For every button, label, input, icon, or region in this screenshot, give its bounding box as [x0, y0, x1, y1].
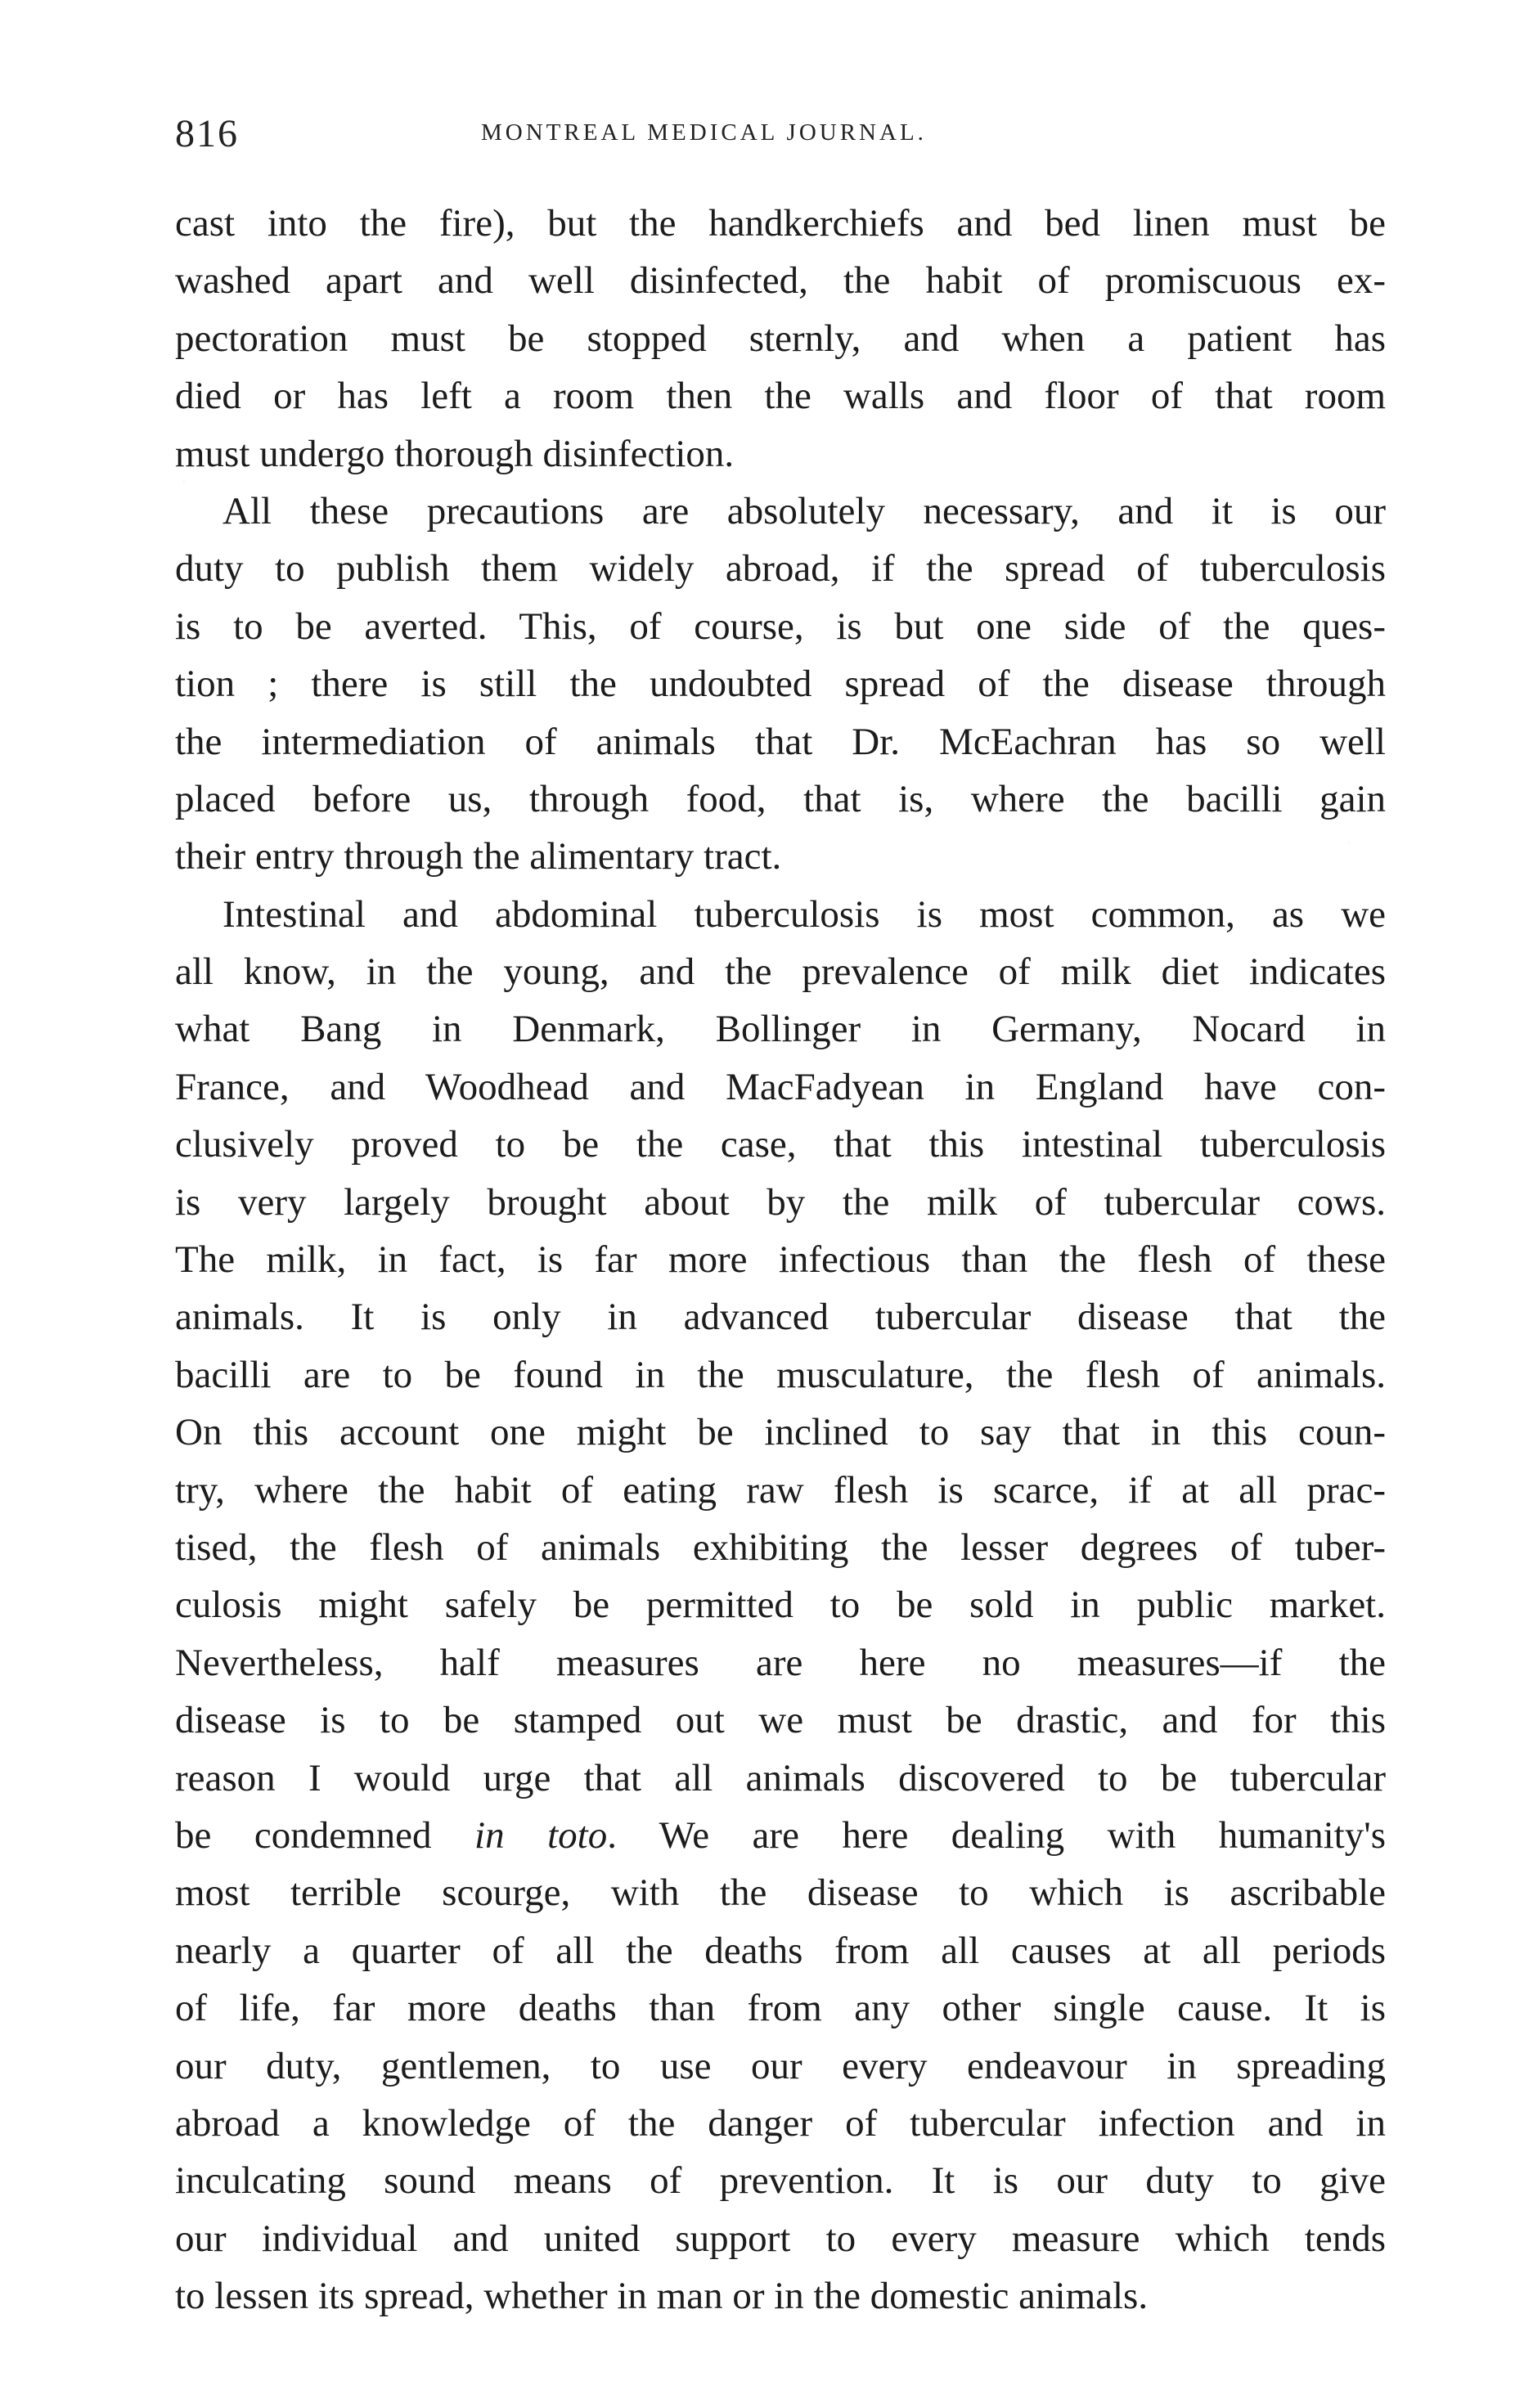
text-line: of life, far more deaths than from any other single cause. It is: [175, 1987, 1386, 2030]
text-line: culosis might safely be permitted to be sold in public market.: [175, 1584, 1386, 1627]
text-line: tion ; there is still the undoubted spread of the disease through: [175, 663, 1386, 706]
text-line: the intermediation of animals that Dr. McEachran has so well: [175, 720, 1386, 763]
text-line: reason I would urge that all animals discovered to be tubercular: [175, 1756, 1386, 1799]
running-head: [175, 111, 1386, 160]
text-line: died or has left a room then the walls and floor of that room: [175, 375, 1386, 418]
text-line: placed before us, through food, that is, where the bacilli gain: [175, 777, 1386, 820]
text-line: cast into the fire), but the handkerchiefs and bed linen must be: [175, 202, 1386, 245]
text-line: all know, in the young, and the prevalence of milk diet indicates: [175, 950, 1386, 994]
text-line: clusively proved to be the case, that this intestinal tuberculosis: [175, 1123, 1386, 1166]
text-line: Nevertheless, half measures are here no measures—if the: [175, 1641, 1386, 1684]
text-line: our duty, gentlemen, to use our every endeavour in spreading: [175, 2044, 1386, 2087]
text-line: bacilli are to be found in the musculature, the flesh of animals.: [175, 1353, 1386, 1396]
text-line: is to be averted. This, of course, is but one side of the ques-: [175, 604, 1386, 648]
text-line: washed apart and well disinfected, the habit of promiscuous ex-: [175, 259, 1386, 303]
text-line: to lessen its spread, whether in man or in the domestic animals.: [175, 2275, 1149, 2318]
text-line: abroad a knowledge of the danger of tubercular infection and in: [175, 2101, 1386, 2145]
text-line: most terrible scourge, with the disease to which is ascribable: [175, 1871, 1386, 1915]
text-line: France, and Woodhead and MacFadyean in England have con-: [175, 1065, 1386, 1108]
paragraph-start-line: Intestinal and abdominal tuberculosis is most common, as we: [223, 892, 1386, 936]
text-line: their entry through the alimentary tract.: [175, 835, 782, 878]
text-line: is very largely brought about by the milk of tubercular cows.: [175, 1180, 1386, 1224]
text-line: try, where the habit of eating raw flesh is scarce, if at all prac-: [175, 1468, 1386, 1512]
text-line: duty to publish them widely abroad, if the spread of tuberculosis: [175, 547, 1386, 591]
paragraph-start-line: All these precautions are absolutely necessary, and it is our: [223, 489, 1386, 532]
article-body: [175, 195, 1386, 2325]
text-line: must undergo thorough disinfection.: [175, 432, 735, 475]
text-line: animals. It is only in advanced tubercular disease that the: [175, 1296, 1386, 1339]
text-line: On this account one might be inclined to say that in this coun-: [175, 1411, 1386, 1454]
text-line: inculcating sound means of prevention. It is our duty to give: [175, 2159, 1386, 2203]
text-line: pectoration must be stopped sternly, and when a patient has: [175, 317, 1386, 360]
text-line: disease is to be stamped out we must be drastic, and for this: [175, 1699, 1386, 1742]
text-line: our individual and united support to every measure which tends: [175, 2217, 1386, 2260]
italic-phrase: in toto: [474, 1813, 608, 1857]
text-line: tised, the flesh of animals exhibiting the lesser degrees of tuber-: [175, 1525, 1386, 1569]
text-line: what Bang in Denmark, Bollinger in Germany, Nocard in: [175, 1008, 1386, 1051]
text-line: nearly a quarter of all the deaths from all causes at all periods: [175, 1929, 1386, 1972]
text-line: The milk, in fact, is far more infectious than the flesh of these: [175, 1238, 1386, 1282]
text-line: be condemned in toto. We are here dealing with humanity's: [175, 1813, 1386, 1857]
journal-title: MONTREAL MEDICAL JOURNAL.: [481, 119, 927, 146]
page-number: 816: [175, 112, 239, 155]
